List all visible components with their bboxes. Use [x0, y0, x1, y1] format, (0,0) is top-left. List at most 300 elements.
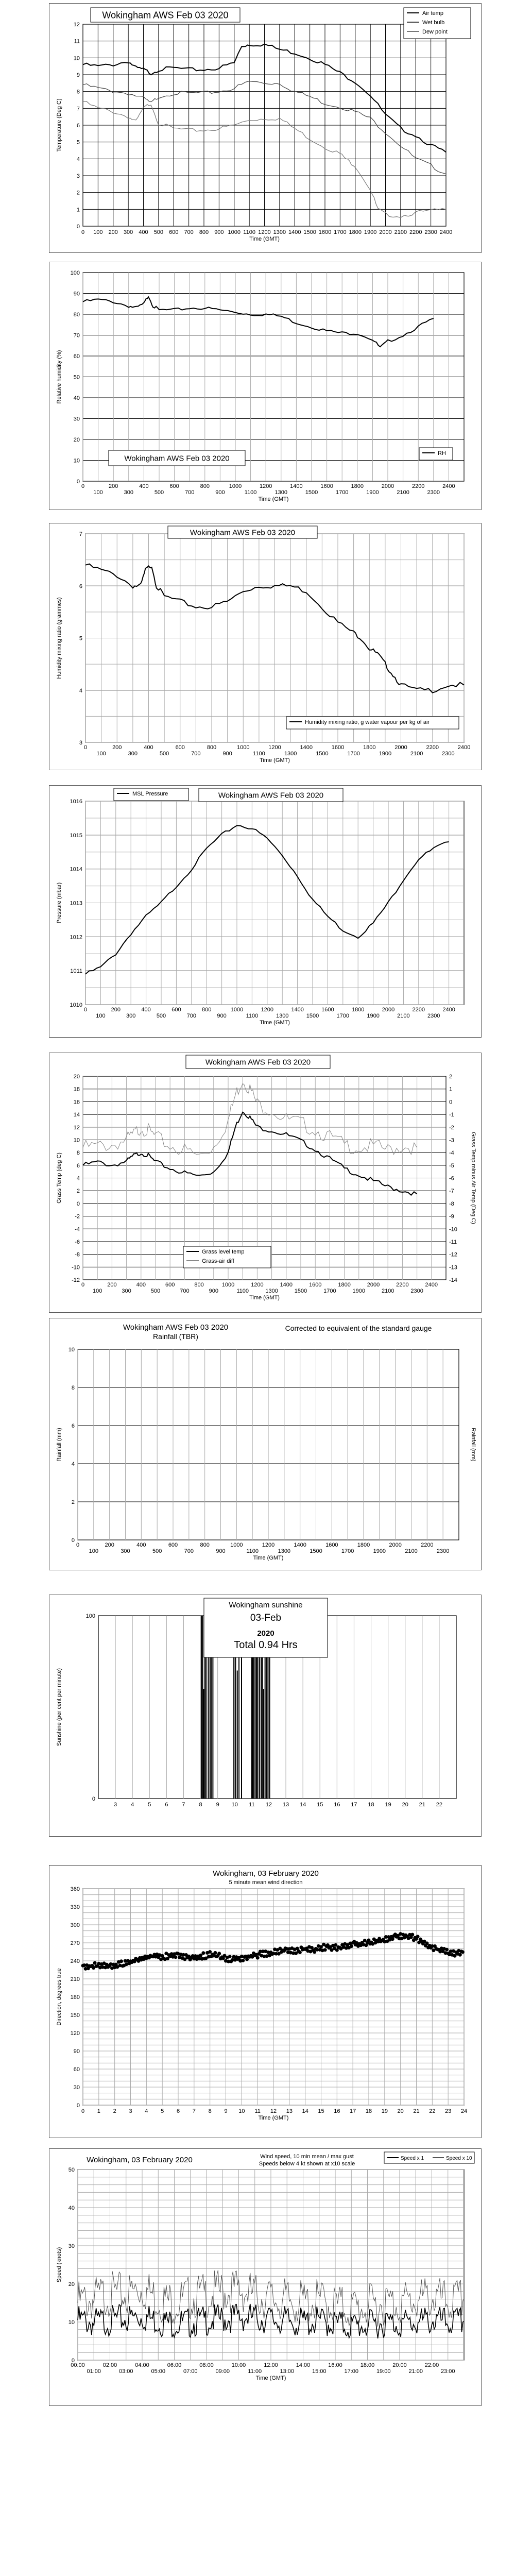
x-tick-label: 500 [156, 1013, 166, 1019]
x-tick-label: 11:00 [248, 2368, 262, 2375]
y-axis-title: Temperature (Deg C) [56, 98, 62, 152]
y-tick-label: 360 [70, 1886, 80, 1892]
x-tick-label: 1100 [246, 1548, 259, 1554]
y-tick-label: -12 [72, 1277, 80, 1283]
x-tick-label: 1800 [351, 1007, 365, 1013]
y-tick-label: 2 [76, 1188, 80, 1195]
y-tick-label: 0 [76, 479, 80, 485]
x-tick-label: 500 [159, 751, 169, 757]
x-axis-title: Time (GMT) [249, 236, 280, 242]
y-tick-label: 3 [76, 173, 80, 179]
y-tick-label: 6 [71, 1423, 75, 1429]
x-axis-title: Time (GMT) [255, 2375, 286, 2381]
y-tick-label: 330 [70, 1904, 80, 1910]
x-tick-label: 2400 [442, 1007, 455, 1013]
x-tick-label: 10:00 [231, 2362, 246, 2368]
x-tick-label: 400 [139, 229, 148, 235]
x-tick-label: 500 [154, 489, 164, 496]
mixing-ratio-chart-panel [49, 523, 482, 770]
direction-point [217, 1952, 221, 1955]
y-tick-label: 0 [71, 2358, 75, 2364]
legend-label: Speed x 1 [401, 2156, 424, 2161]
x-tick-label: 2100 [410, 751, 423, 757]
x-tick-label: 1900 [352, 1288, 366, 1294]
x-tick-label: 23:00 [440, 2368, 455, 2375]
x-tick-label: 400 [136, 1542, 146, 1548]
x-tick-label: 0 [81, 1282, 85, 1288]
x-tick-label: 21:00 [408, 2368, 423, 2375]
x-tick-label: 8 [208, 2108, 212, 2114]
y-axis-title: Speed (knots) [56, 2247, 62, 2283]
x-tick-label: 2200 [411, 483, 425, 489]
x-tick-label: 0 [83, 744, 88, 751]
y-right-tick-label: -14 [449, 1277, 457, 1283]
x-tick-label: 1300 [284, 751, 297, 757]
legend-label: Grass-air diff [202, 1258, 234, 1264]
x-tick-label: 17:00 [344, 2368, 359, 2375]
y-right-tick-label: -9 [449, 1213, 454, 1220]
y-axis-title: Humidity mixing ratio (grammes) [56, 597, 62, 679]
x-tick-label: 700 [186, 1013, 196, 1019]
y-tick-label: 100 [85, 1613, 95, 1619]
x-tick-label: 12:00 [264, 2362, 278, 2368]
x-tick-label: 1600 [321, 1007, 334, 1013]
x-tick-label: 14 [302, 2108, 308, 2114]
y-tick-label: -2 [75, 1213, 80, 1220]
x-tick-label: 700 [191, 751, 201, 757]
direction-point [445, 1948, 449, 1952]
y-right-tick-label: -6 [449, 1175, 454, 1182]
y-tick-label: 18 [73, 1086, 80, 1093]
x-tick-label: 1300 [276, 1013, 289, 1019]
x-tick-label: 600 [171, 1007, 181, 1013]
direction-point [458, 1953, 462, 1957]
x-tick-label: 2100 [405, 1548, 418, 1554]
wind-speed-chart-panel [49, 2148, 482, 2406]
y-tick-label: 1014 [70, 866, 82, 873]
x-tick-label: 800 [199, 229, 209, 235]
chart-title: Wokingham AWS Feb 03 2020 [124, 454, 230, 463]
x-tick-label: 7 [192, 2108, 196, 2114]
x-tick-label: 1000 [237, 744, 250, 751]
y-right-axis-title: Rainfall (mm) [470, 1428, 476, 1462]
x-tick-label: 2300 [427, 1013, 440, 1019]
y-tick-label: 20 [73, 1074, 80, 1080]
x-tick-label: 22:00 [424, 2362, 439, 2368]
y-right-tick-label: -8 [449, 1200, 454, 1207]
x-tick-label: 2200 [412, 1007, 425, 1013]
x-axis-title: Time (GMT) [258, 496, 289, 502]
chart-subtitle: Wind speed, 10 min mean / max gust [260, 2154, 354, 2160]
y-tick-label: 10 [68, 2319, 75, 2326]
y-tick-label: 3 [79, 740, 82, 746]
x-tick-label: 400 [141, 1007, 151, 1013]
x-tick-label: 100 [93, 489, 103, 496]
x-tick-label: 07:00 [183, 2368, 198, 2375]
x-tick-label: 700 [185, 489, 195, 496]
x-tick-label: 16 [334, 2108, 340, 2114]
y-right-axis-title: Grass Temp minus Air Temp (Deg C) [470, 1132, 476, 1224]
y-tick-label: 1 [76, 207, 80, 213]
y-right-tick-label: -4 [449, 1150, 454, 1157]
x-tick-label: 3 [114, 1802, 117, 1808]
y-tick-label: 6 [76, 1162, 80, 1169]
x-tick-label: 4 [131, 1802, 134, 1808]
x-tick-label: 300 [124, 489, 133, 496]
y-tick-label: 8 [76, 89, 80, 95]
legend-label: Speed x 10 [446, 2156, 472, 2161]
x-tick-label: 2300 [436, 1548, 450, 1554]
y-tick-label: 11 [74, 38, 80, 45]
x-tick-label: 1000 [230, 1542, 243, 1548]
x-tick-label: 16:00 [328, 2362, 342, 2368]
x-tick-label: 9 [216, 1802, 219, 1808]
x-tick-label: 01:00 [87, 2368, 101, 2375]
direction-point [391, 1937, 394, 1941]
direction-point [201, 1951, 205, 1955]
x-tick-label: 1600 [320, 483, 333, 489]
x-tick-label: 15 [317, 1802, 323, 1808]
x-tick-label: 1100 [236, 1288, 249, 1294]
x-tick-label: 600 [165, 1282, 175, 1288]
chart-title: Wokingham, 03 February 2020 [213, 1869, 319, 1878]
temperature-chart [49, 4, 482, 253]
chart-total: Total 0.94 Hrs [234, 1639, 298, 1651]
legend-box [419, 448, 453, 460]
x-tick-label: 1700 [323, 1288, 336, 1294]
x-tick-label: 1600 [325, 1542, 338, 1548]
x-tick-label: 900 [215, 489, 225, 496]
y-tick-label: 1016 [70, 799, 82, 805]
y-tick-label: 6 [79, 583, 82, 590]
y-tick-label: 10 [73, 55, 80, 62]
temperature-chart-panel [49, 3, 482, 253]
x-tick-label: 600 [168, 1542, 178, 1548]
y-axis-title: Grass Temp (deg C) [56, 1153, 62, 1204]
x-tick-label: 200 [108, 229, 118, 235]
sunshine-chart-panel [49, 1595, 482, 1837]
y-tick-label: 30 [68, 2243, 75, 2249]
legend-label: Dew point [422, 29, 448, 35]
x-tick-label: 1200 [259, 483, 272, 489]
y-tick-label: 210 [70, 1976, 80, 1982]
y-right-tick-label: -5 [449, 1162, 454, 1169]
x-tick-label: 1700 [341, 1548, 354, 1554]
x-tick-label: 600 [175, 744, 185, 751]
chart-year: 2020 [257, 1629, 274, 1638]
legend-label: Wet bulb [422, 20, 445, 26]
x-tick-label: 0 [83, 1007, 88, 1013]
x-tick-label: 1400 [290, 483, 303, 489]
x-tick-label: 8 [199, 1802, 202, 1808]
x-tick-label: 2300 [442, 751, 455, 757]
y-right-tick-label: -1 [449, 1112, 454, 1118]
x-tick-label: 300 [123, 229, 133, 235]
y-tick-label: 120 [70, 2030, 80, 2037]
x-tick-label: 06:00 [167, 2362, 182, 2368]
y-axis-title: Relative humidity (%) [56, 350, 62, 404]
y-tick-label: -4 [75, 1226, 80, 1233]
y-tick-label: 20 [68, 2281, 75, 2287]
x-tick-label: 2000 [394, 744, 407, 751]
y-tick-label: -10 [72, 1264, 80, 1271]
x-tick-label: 1100 [244, 489, 257, 496]
x-axis-title: Time (GMT) [260, 1020, 290, 1026]
x-tick-label: 1000 [228, 229, 241, 235]
y-tick-label: 80 [73, 312, 80, 318]
x-tick-label: 1600 [308, 1282, 322, 1288]
y-right-tick-label: -2 [449, 1124, 454, 1131]
x-tick-label: 600 [169, 483, 179, 489]
x-tick-label: 1800 [349, 229, 362, 235]
x-tick-label: 1800 [363, 744, 376, 751]
y-tick-label: 10 [68, 1347, 75, 1353]
direction-point [93, 1961, 97, 1964]
x-tick-label: 1400 [294, 1542, 306, 1548]
y-right-tick-label: -13 [449, 1264, 457, 1271]
x-tick-label: 9 [224, 2108, 228, 2114]
humidity-chart [49, 262, 482, 511]
x-tick-label: 19 [381, 2108, 388, 2114]
x-tick-label: 22 [429, 2108, 436, 2114]
grass-temp-chart [49, 1053, 482, 1313]
direction-point [350, 1944, 353, 1948]
chart-title: Wokingham AWS Feb 03 2020 [218, 791, 324, 800]
x-tick-label: 100 [89, 1548, 99, 1554]
x-tick-label: 21 [413, 2108, 420, 2114]
x-axis-title: Time (GMT) [258, 2115, 289, 2121]
x-tick-label: 1200 [261, 1007, 274, 1013]
x-tick-label: 900 [214, 229, 224, 235]
x-tick-label: 2100 [381, 1288, 394, 1294]
x-tick-label: 100 [93, 1288, 102, 1294]
direction-point [416, 1935, 420, 1938]
y-tick-label: 2 [71, 1499, 75, 1505]
y-tick-label: 270 [70, 1940, 80, 1946]
direction-point [119, 1959, 123, 1963]
x-tick-label: 800 [202, 1007, 212, 1013]
chart-title: Wokingham AWS Feb 03 2020 [102, 10, 229, 21]
x-tick-label: 300 [126, 1013, 136, 1019]
x-tick-label: 08:00 [199, 2362, 214, 2368]
x-tick-label: 4 [145, 2108, 148, 2114]
chart-date: 03-Feb [250, 1613, 282, 1623]
x-tick-label: 800 [200, 1542, 210, 1548]
direction-point [319, 1945, 323, 1948]
x-tick-label: 14:00 [296, 2362, 311, 2368]
x-tick-label: 2000 [381, 483, 394, 489]
x-tick-label: 2000 [367, 1282, 380, 1288]
x-tick-label: 00:00 [71, 2362, 85, 2368]
x-tick-label: 15:00 [312, 2368, 327, 2375]
y-right-tick-label: -11 [449, 1239, 457, 1245]
x-tick-label: 13 [282, 1802, 289, 1808]
x-tick-label: 1600 [318, 229, 332, 235]
y-tick-label: 1010 [70, 1002, 82, 1008]
x-tick-label: 15 [318, 2108, 324, 2114]
y-tick-label: 180 [70, 1994, 80, 2001]
y-tick-label: 0 [71, 1537, 75, 1544]
x-tick-label: 500 [152, 1548, 162, 1554]
direction-point [256, 1956, 260, 1960]
y-axis-title: Sunshine (per cent per minute) [56, 1668, 62, 1747]
y-tick-label: 1015 [70, 832, 82, 839]
x-tick-label: 1000 [229, 483, 242, 489]
x-tick-label: 900 [209, 1288, 218, 1294]
x-tick-label: 1400 [280, 1282, 293, 1288]
y-tick-label: 16 [73, 1099, 80, 1106]
x-axis-title: Time (GMT) [253, 1555, 284, 1561]
x-tick-label: 500 [153, 229, 164, 235]
x-tick-label: 1200 [262, 1542, 275, 1548]
x-tick-label: 200 [109, 483, 118, 489]
y-axis-title: Pressure (mbar) [56, 882, 62, 924]
x-tick-label: 400 [139, 483, 149, 489]
y-tick-label: 50 [73, 374, 80, 381]
y-tick-label: 8 [76, 1150, 80, 1157]
x-tick-label: 23 [445, 2108, 452, 2114]
x-tick-label: 300 [121, 1548, 130, 1554]
x-tick-label: 1500 [303, 229, 316, 235]
pressure-chart-panel [49, 785, 482, 1038]
direction-point [323, 1948, 327, 1952]
y-tick-label: -8 [75, 1251, 80, 1258]
y-tick-label: 90 [73, 2048, 80, 2055]
y-tick-label: 0 [76, 2103, 80, 2109]
x-tick-label: 1500 [310, 1548, 322, 1554]
x-tick-label: 2400 [457, 744, 471, 751]
y-tick-label: 12 [73, 1124, 80, 1131]
x-tick-label: 1700 [335, 489, 349, 496]
x-tick-label: 04:00 [135, 2362, 149, 2368]
x-tick-label: 2100 [397, 1013, 410, 1019]
x-tick-label: 1500 [316, 751, 329, 757]
x-tick-label: 10 [238, 2108, 245, 2114]
y-tick-label: 1011 [70, 968, 82, 975]
x-tick-label: 400 [136, 1282, 146, 1288]
x-axis-title: Time (GMT) [249, 1295, 280, 1301]
x-tick-label: 1200 [258, 229, 271, 235]
chart-title: Wokingham AWS Feb 03 2020 [205, 1058, 311, 1067]
x-tick-label: 800 [194, 1282, 204, 1288]
y-tick-label: 150 [70, 2012, 80, 2019]
x-tick-label: 17 [350, 2108, 356, 2114]
y-right-tick-label: 0 [449, 1099, 453, 1106]
y-tick-label: 6 [76, 123, 80, 129]
x-tick-label: 1100 [243, 229, 255, 235]
x-tick-label: 22 [436, 1802, 443, 1808]
chart-note: Corrected to equivalent of the standard gauge [285, 1324, 432, 1332]
x-tick-label: 1300 [274, 489, 288, 496]
y-right-tick-label: -3 [449, 1137, 454, 1144]
x-tick-label: 2200 [426, 744, 439, 751]
x-tick-label: 1 [97, 2108, 100, 2114]
wind-direction-chart [49, 1866, 482, 2139]
y-tick-label: 70 [73, 332, 80, 339]
x-tick-label: 1000 [230, 1007, 244, 1013]
legend-label: MSL Pressure [132, 791, 168, 797]
x-tick-label: 14 [300, 1802, 306, 1808]
y-right-tick-label: 1 [449, 1086, 453, 1093]
y-right-tick-label: -10 [449, 1226, 457, 1233]
legend-label: Grass level temp [202, 1249, 245, 1255]
x-tick-label: 12 [265, 1802, 272, 1808]
x-tick-label: 11 [249, 1802, 255, 1808]
x-tick-label: 700 [180, 1288, 190, 1294]
direction-point [228, 1955, 232, 1958]
x-tick-label: 3 [129, 2108, 132, 2114]
x-tick-label: 5 [148, 1802, 151, 1808]
y-tick-label: 4 [79, 687, 82, 694]
x-tick-label: 0 [81, 229, 85, 235]
x-tick-label: 900 [216, 1548, 226, 1554]
x-axis-title: Time (GMT) [260, 757, 290, 764]
x-tick-label: 20 [402, 1802, 408, 1808]
y-tick-label: 4 [76, 1175, 80, 1182]
rainfall-chart-panel [49, 1318, 482, 1570]
direction-point [213, 1951, 217, 1955]
x-tick-label: 1900 [366, 489, 379, 496]
x-tick-label: 1500 [306, 1013, 319, 1019]
x-tick-label: 1000 [221, 1282, 235, 1288]
x-tick-label: 2200 [409, 229, 422, 235]
x-tick-label: 2300 [424, 229, 437, 235]
x-tick-label: 1100 [253, 751, 265, 757]
x-tick-label: 10 [231, 1802, 238, 1808]
x-tick-label: 1700 [347, 751, 360, 757]
direction-point [174, 1955, 177, 1959]
x-tick-label: 1200 [251, 1282, 264, 1288]
x-tick-label: 2200 [396, 1282, 409, 1288]
x-tick-label: 2100 [397, 489, 409, 496]
direction-point [298, 1951, 302, 1954]
x-tick-label: 1700 [336, 1013, 350, 1019]
y-tick-label: 100 [70, 270, 80, 276]
wind-speed-chart [49, 2149, 482, 2406]
x-tick-label: 1500 [294, 1288, 307, 1294]
y-tick-label: 10 [73, 1137, 80, 1144]
x-tick-label: 2400 [425, 1282, 438, 1288]
y-tick-label: 5 [79, 635, 82, 642]
x-tick-label: 1200 [268, 744, 281, 751]
direction-point [410, 1933, 414, 1936]
x-tick-label: 12 [270, 2108, 277, 2114]
y-axis-title: Rainfall (mm) [56, 1428, 62, 1462]
y-tick-label: 240 [70, 1958, 80, 1964]
y-tick-label: 4 [76, 156, 80, 163]
pressure-chart [49, 786, 482, 1038]
y-tick-label: 0 [76, 224, 80, 230]
y-axis-title: Direction, degrees true [56, 1968, 62, 2026]
x-tick-label: 200 [107, 1282, 117, 1288]
x-tick-label: 17 [351, 1802, 357, 1808]
x-tick-label: 13:00 [280, 2368, 295, 2375]
x-tick-label: 2000 [389, 1542, 402, 1548]
y-tick-label: 40 [68, 2205, 75, 2211]
x-tick-label: 200 [112, 744, 122, 751]
y-right-tick-label: -12 [449, 1251, 457, 1258]
y-tick-label: 8 [71, 1385, 75, 1391]
x-tick-label: 18 [368, 1802, 374, 1808]
y-tick-label: 0 [92, 1796, 95, 1802]
x-tick-label: 2100 [394, 229, 407, 235]
x-tick-label: 2000 [379, 229, 392, 235]
x-tick-label: 2200 [421, 1542, 434, 1548]
x-tick-label: 700 [184, 229, 194, 235]
x-tick-label: 20:00 [392, 2362, 407, 2368]
y-tick-label: 2 [76, 190, 80, 196]
y-tick-label: 60 [73, 353, 80, 360]
